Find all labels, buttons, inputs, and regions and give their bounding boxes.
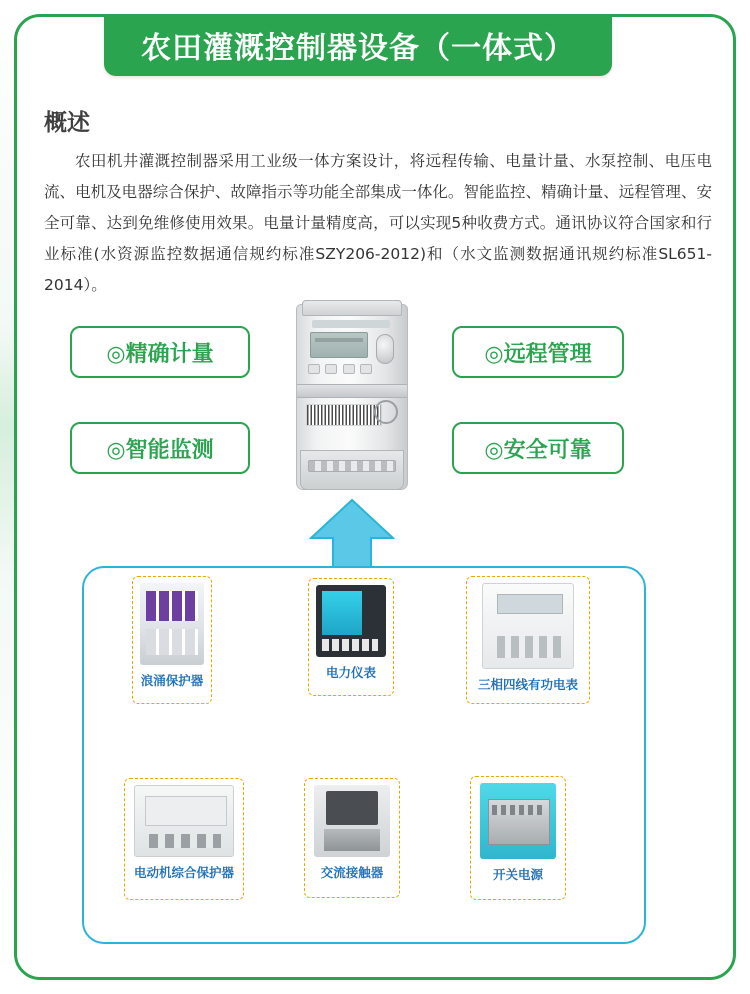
component-switching-power-supply xyxy=(470,776,566,900)
overview-body: 农田机井灌溉控制器采用工业级一体方案设计，将远程传输、电量计量、水泵控制、电压电流、电机及电器综合保护、故障指示等功能全部集成一体化。智能监控、精确计量、远程管理、安全可靠、达到免维修使用效果。电量计量精度高，可以实现5种收费方式。通讯协议符合国家和行业标准(水资源监控数据通信规约标准SZY206-2012)和（水文监测数据通讯规约标准SL651-2014）。 xyxy=(44,152,712,294)
device-button xyxy=(308,364,320,374)
device-divider xyxy=(297,384,407,398)
component-caption: 电力仪表 xyxy=(325,665,376,680)
switching-power-supply-image xyxy=(480,783,556,859)
page-title: 农田灌溉控制器设备（一体式） xyxy=(141,31,575,66)
component-caption: 电动机综合保护器 xyxy=(133,865,234,880)
feature-remote-management xyxy=(452,326,624,378)
component-motor-protector xyxy=(124,778,244,900)
component-three-phase-meter xyxy=(466,576,590,704)
component-ac-contactor xyxy=(304,778,400,898)
device-buttons xyxy=(308,364,372,374)
feature-safe-reliable xyxy=(452,422,624,474)
barcode-icon xyxy=(306,404,382,426)
controller-device-image xyxy=(288,300,416,498)
component-caption: 交流接触器 xyxy=(320,865,384,880)
device-top-cap xyxy=(302,300,402,316)
feature-label: ◎安全可靠 xyxy=(484,437,592,463)
component-surge-protector xyxy=(132,576,212,704)
device-knob xyxy=(376,334,394,364)
component-caption: 三相四线有功电表 xyxy=(477,677,578,692)
device-terminal-block xyxy=(308,460,396,472)
power-instrument-image xyxy=(316,585,386,657)
feature-label: ◎精确计量 xyxy=(106,341,214,367)
component-caption: 浪涌保护器 xyxy=(140,673,204,688)
feature-smart-monitoring xyxy=(70,422,250,474)
overview-heading: 概述 xyxy=(44,110,90,136)
feature-label: ◎智能监测 xyxy=(106,437,214,463)
device-button xyxy=(325,364,337,374)
device-lcd-screen xyxy=(310,332,368,358)
surge-protector-image xyxy=(140,583,204,665)
rfid-reader-icon xyxy=(374,400,398,424)
three-phase-meter-image xyxy=(482,583,574,669)
title-banner xyxy=(104,14,612,76)
up-arrow-icon xyxy=(309,498,395,570)
feature-label: ◎远程管理 xyxy=(484,341,592,367)
ac-contactor-image xyxy=(314,785,390,857)
component-power-meter-instrument xyxy=(308,578,394,696)
device-button xyxy=(343,364,355,374)
feature-accurate-metering xyxy=(70,326,250,378)
device-button xyxy=(360,364,372,374)
device-nameplate xyxy=(312,320,390,328)
motor-protector-image xyxy=(134,785,234,857)
component-caption: 开关电源 xyxy=(492,867,543,882)
